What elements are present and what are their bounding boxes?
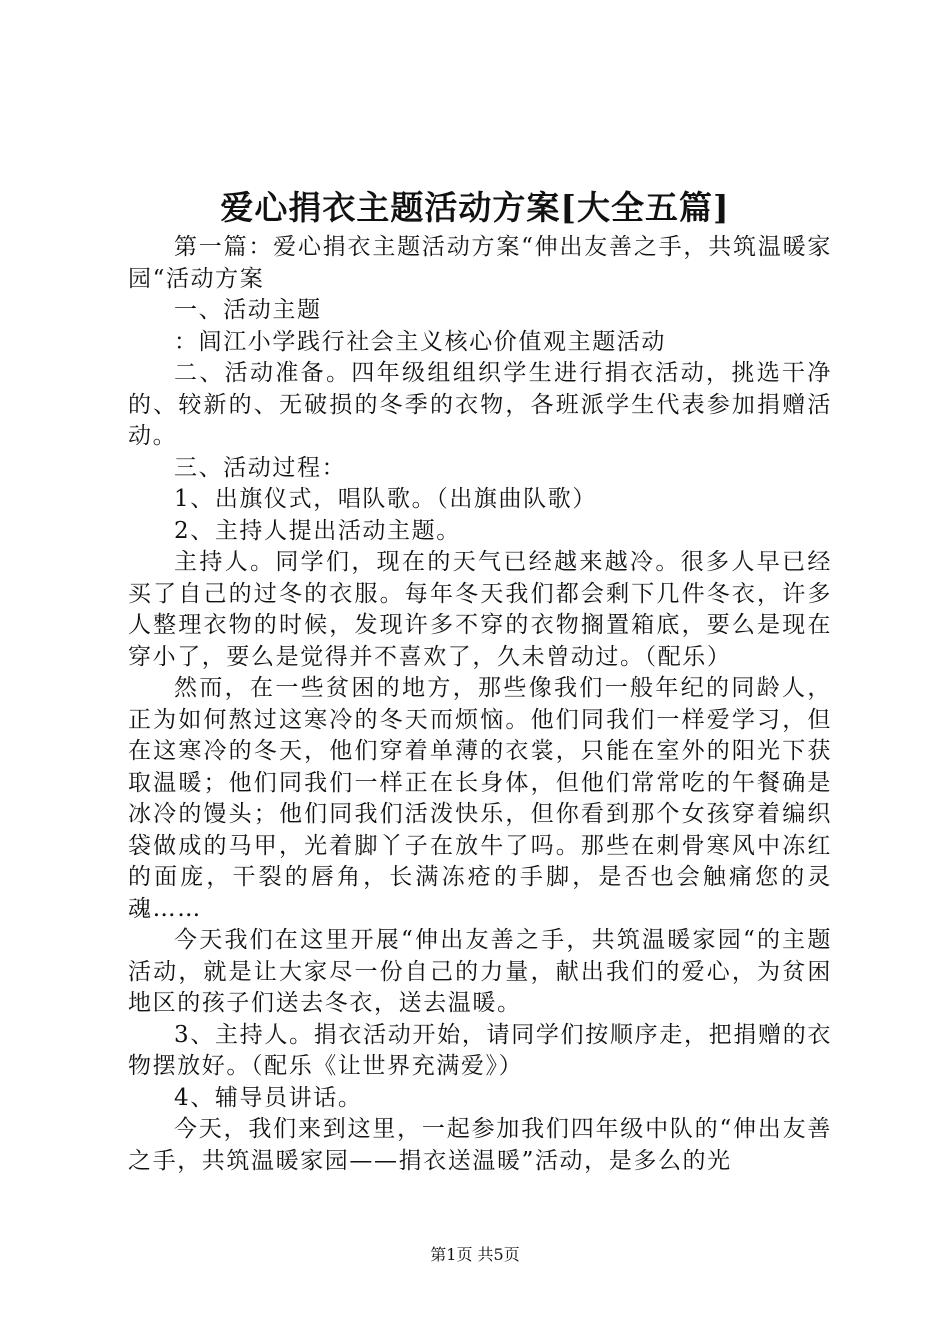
paragraph: 一、活动主题 [174, 297, 322, 323]
paragraph: 主持人。同学们，现在的天气已经越来越冷。很多人早已经买了自己的过冬的衣服。每年冬天我们都会剩下几件冬衣，许多人整理衣物的时候，发现许多不穿的衣物搁置箱底，要么是现在穿小了，要么是觉得并不喜欢了，久未曾动过。（配乐） [128, 549, 832, 670]
paragraph: 4、辅导员讲话。 [174, 1084, 363, 1111]
paragraph: 今天，我们来到这里，一起参加我们四年级中队的“伸出友善之手，共筑温暖家园——捐衣送温暖”活动，是多么的光 [128, 1116, 832, 1174]
paragraph: 1、出旗仪式，唱队歌。（出旗曲队歌） [174, 486, 597, 512]
paragraph: 然而，在一些贫困的地方，那些像我们一般年纪的同龄人，正为如何熬过这寒冷的冬天而烦恼。他们同我们一样爱学习，但在这寒冷的冬天，他们穿着单薄的衣裳，只能在室外的阳光下获取温暖；他们同我们一样正在长身体，但他们常常吃的午餐确是冰冷的馒头；他们同我们活泼快乐，但你看到那个女孩穿着编织袋做成的马甲，光着脚丫子在放牛了吗。那些在刺骨寒风中冻红的面庞，干裂的唇角，长满冻疮的手脚，是否也会触痛您的灵魂…… [128, 675, 832, 922]
paragraph: ：闾江小学践行社会主义核心价值观主题活动 [174, 328, 666, 355]
paragraph: 2、主持人提出活动主题。 [174, 517, 461, 544]
document-body [128, 232, 832, 1177]
paragraph: 第一篇：爱心捐衣主题活动方案“伸出友善之手，共筑温暖家园“活动方案 [128, 234, 832, 292]
paragraph: 今天我们在这里开展“伸出友善之手，共筑温暖家园“的主题活动，就是让大家尽一份自己的力量，献出我们的爱心，为贫困地区的孩子们送去冬衣，送去温暖。 [128, 927, 832, 1016]
paragraph: 二、活动准备。四年级组组织学生进行捐衣活动，挑选干净的、较新的、无破损的冬季的衣物，各班派学生代表参加捐赠活动。 [128, 360, 832, 449]
page-number: 第1页 共5页 [430, 1245, 520, 1264]
paragraph: 三、活动过程： [174, 454, 347, 481]
paragraph: 3、主持人。捐衣活动开始，请同学们按顺序走，把捐赠的衣物摆放好。（配乐《让世界充满爱》） [128, 1021, 832, 1079]
document-title: 爱心捐衣主题活动方案[大全五篇] [220, 188, 730, 227]
